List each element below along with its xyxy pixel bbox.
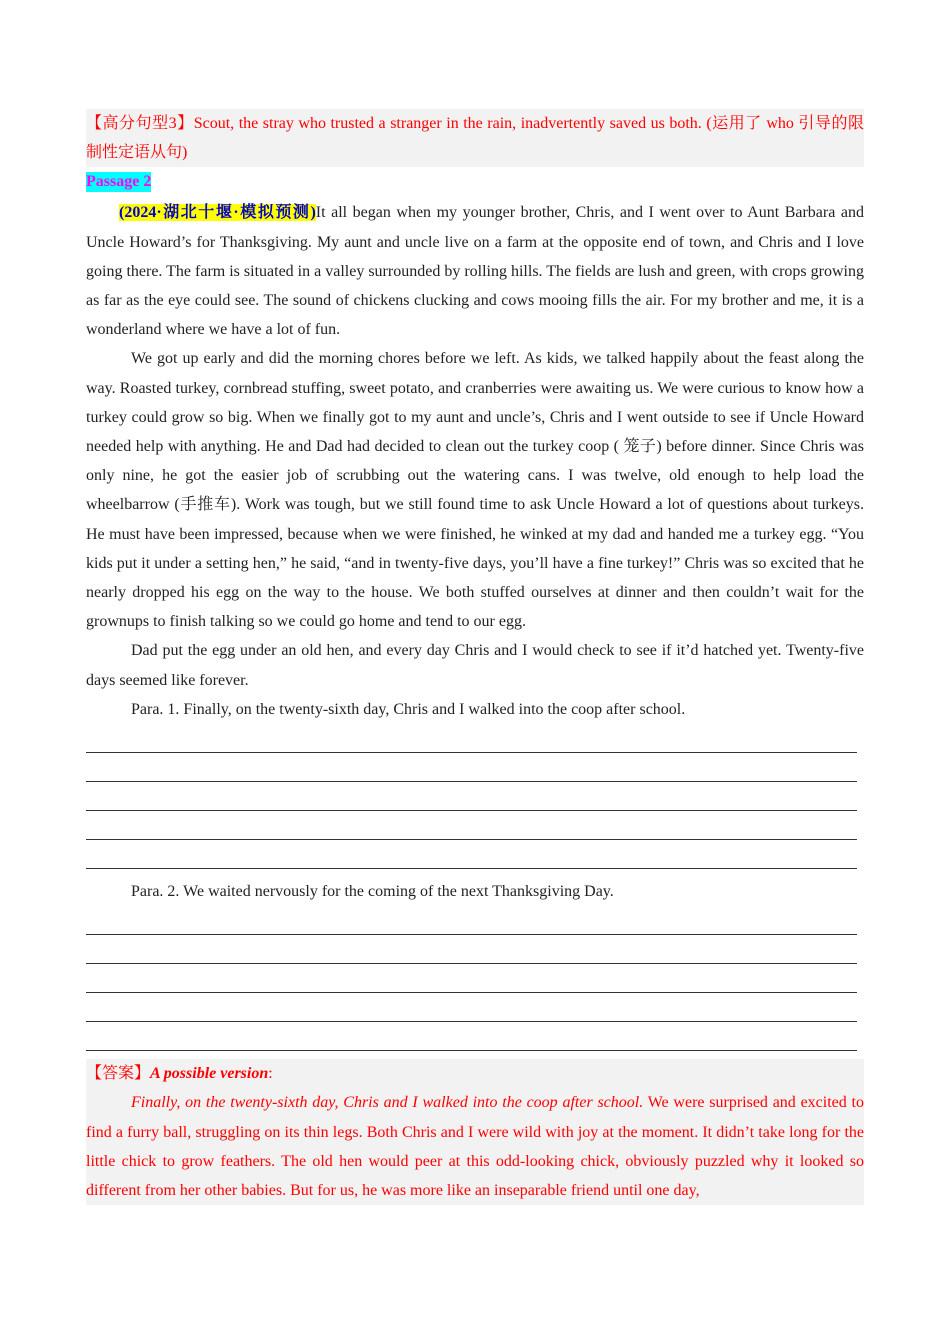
writing-line[interactable]: [86, 964, 857, 993]
writing-line[interactable]: [86, 935, 857, 964]
document-content: [86, 109, 864, 1205]
version-colon: :: [268, 1065, 273, 1083]
answer-header: [86, 1059, 864, 1088]
version-label: A possible version: [150, 1065, 269, 1083]
writing-line[interactable]: [86, 993, 857, 1022]
sentence-label: 【高分句型3】: [86, 115, 194, 132]
passage-title: Passage 2: [86, 173, 152, 191]
para1-prompt: Para. 1. Finally, on the twenty-sixth day, Chris and I walked into the coop after school.: [131, 700, 686, 718]
answer-label: 【答案】: [86, 1065, 151, 1083]
para1-writing-lines: [86, 724, 864, 869]
para2-writing-lines: [86, 906, 864, 1051]
highlight-sentence-block: [86, 109, 864, 167]
passage-paragraph-3: Dad put the egg under an old hen, and every day Chris and I would check to see if it’d hatched yet. Twenty-five days seemed like forever.: [86, 642, 864, 689]
passage-title-row: [86, 172, 864, 198]
passage-paragraph-2: We got up early and did the morning chores before we left. As kids, we talked happily about the feast along the way. Roasted turkey, cornbread stuffing, sweet potato, and cranberries were awaiting us. We were curious to know how a turkey could grow so big. When we finally got to my aunt and uncle’s, Chris and I went outside to see if Uncle Howard needed help with anything. He and Dad had decided to clean out the turkey coop ( 笼子) before dinner. Since Chris was only nine, he got the easier job of scrubbing out the watering cans. I was twelve, old enough to help load the wheelbarrow (手推车). Work was tough, but we still found time to ask Uncle Howard a lot of questions about turkeys. He must have been impressed, because when we were finished, he winked at my dad and handed me a turkey egg. “You kids put it under a setting hen,” he said, “and in twenty-five days, you’ll have a fine turkey!” Chris was so excited that he nearly dropped his egg on the way to the house. We both stuffed ourselves at dinner and then couldn’t wait for the grownups to finish talking so we could go home and tend to our egg.: [86, 350, 864, 631]
writing-line[interactable]: [86, 753, 857, 782]
grammar-note: (运用了 who 引导的限制性定语从句): [86, 115, 864, 162]
answer-block: [86, 1059, 864, 1205]
writing-line[interactable]: [86, 724, 857, 753]
writing-line[interactable]: [86, 906, 857, 935]
para2-prompt: Para. 2. We waited nervously for the coming of the next Thanksgiving Day.: [131, 883, 614, 901]
answer-opening-sentence: Finally, on the twenty-sixth day, Chris and I walked into the coop after school.: [131, 1094, 644, 1112]
paragraph-1-text: It all began when my younger brother, Chris, and I went over to Aunt Barbara and Uncle Howard’s for Thanksgiving. My aunt and uncle live on a farm at the opposite end of town, and Chris and I love going there. The farm is situated in a valley surrounded by rolling hills. The fields are lush and green, with crops growing as far as the eye could see. The sound of chickens clucking and cows mooing fills the air. For my brother and me, it is a wonderland where we have a lot of fun.: [86, 204, 864, 339]
writing-line[interactable]: [86, 782, 857, 811]
answer-paragraph: [86, 1088, 864, 1205]
writing-line[interactable]: [86, 811, 857, 840]
source-tag: (2024·湖北十堰·模拟预测): [119, 204, 316, 222]
answer-body: We were surprised and excited to find a furry ball, struggling on its thin legs. Both Chris and I were wild with joy at the moment. It didn’t take long for the little chick to grow feathers. The old hen would peer at this odd-looking chick, obviously puzzled why it looked so different from her other babies. But for us, he was more like an inseparable friend until one day,: [86, 1094, 864, 1200]
writing-line[interactable]: [86, 840, 857, 869]
highlight-sentence: Scout, the stray who trusted a stranger in the rain, inadvertently saved us both.: [193, 115, 702, 132]
writing-line[interactable]: [86, 1022, 857, 1051]
passage-paragraph-1: [86, 198, 864, 344]
